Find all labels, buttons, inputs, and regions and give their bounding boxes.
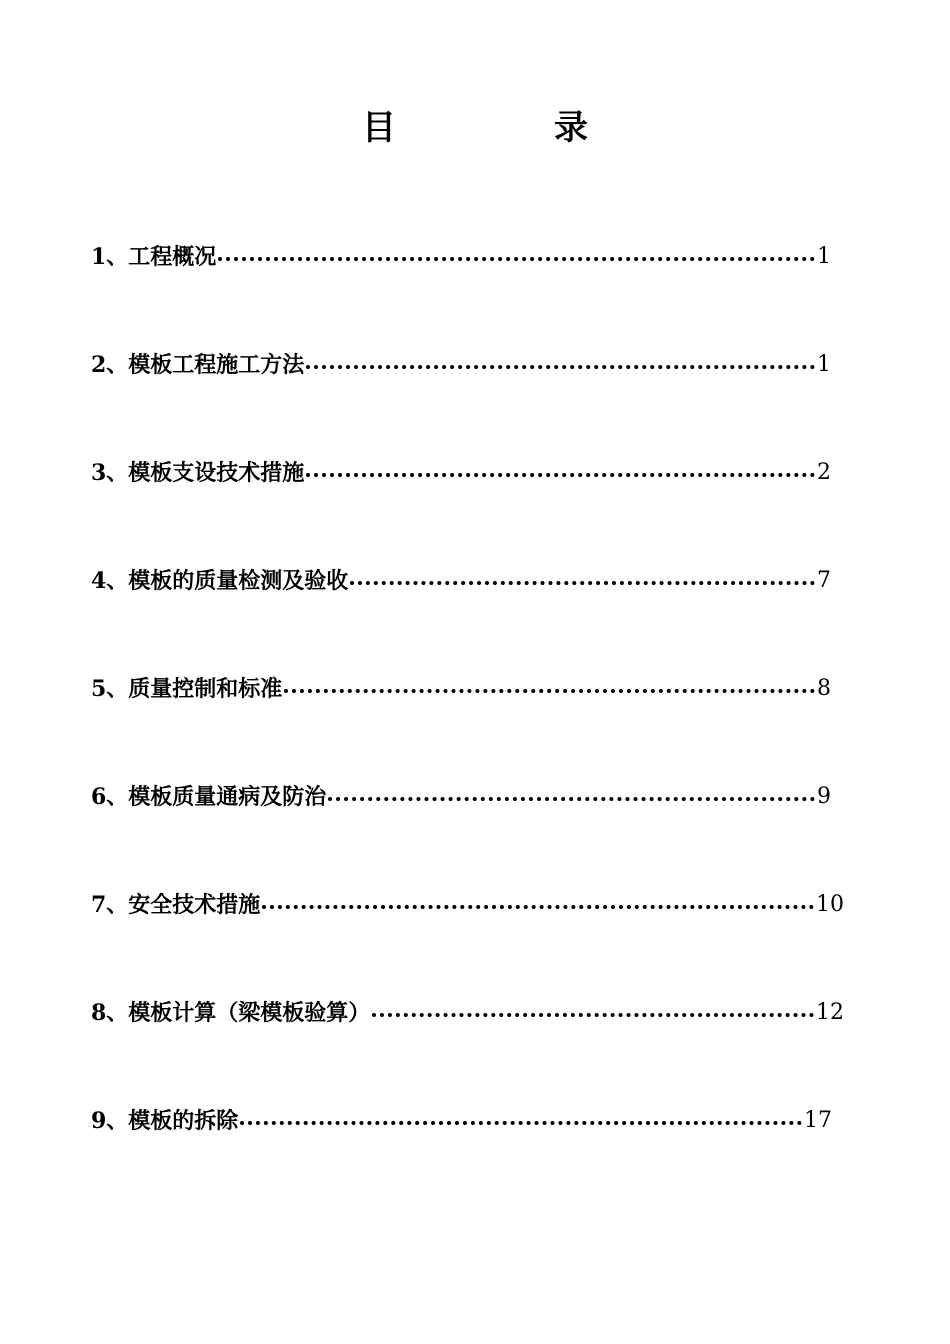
toc-entry-page: 1	[817, 244, 831, 269]
toc-entry-label: 4、模板的质量检测及验收	[91, 568, 349, 594]
toc-entry-4	[91, 566, 831, 596]
toc-dot-leader	[240, 1121, 802, 1125]
toc-entry-2	[91, 350, 831, 380]
toc-entry-page: 10	[816, 892, 844, 917]
toc-entry-page: 9	[817, 784, 831, 809]
toc-entry-5	[91, 674, 831, 704]
toc-entry-page: 12	[816, 1000, 844, 1025]
toc-title: 目 录	[362, 108, 650, 148]
toc-dot-leader	[328, 797, 815, 801]
toc-entry-label: 1、工程概况	[91, 244, 217, 270]
toc-dot-leader	[218, 257, 815, 261]
toc-entry-label: 9、模板的拆除	[91, 1108, 239, 1134]
toc-entry-page: 1	[817, 352, 831, 377]
toc-entry-label: 5、质量控制和标准	[91, 676, 283, 702]
toc-dot-leader	[372, 1013, 814, 1017]
toc-entry-7	[91, 890, 844, 920]
toc-entry-page: 8	[817, 676, 831, 701]
toc-entry-page: 7	[817, 568, 831, 593]
toc-entry-9	[91, 1106, 832, 1136]
toc-dot-leader	[306, 473, 815, 477]
toc-entry-3	[91, 458, 831, 488]
toc-entry-label: 6、模板质量通病及防治	[91, 784, 327, 810]
toc-dot-leader	[262, 905, 814, 909]
toc-entry-8	[91, 998, 844, 1028]
toc-dot-leader	[284, 689, 815, 693]
toc-entry-1	[91, 242, 831, 272]
toc-entry-label: 2、模板工程施工方法	[91, 352, 305, 378]
toc-entry-label: 8、模板计算（梁模板验算）	[91, 1000, 371, 1026]
toc-entry-label: 3、模板支设技术措施	[91, 460, 305, 486]
toc-entry-label: 7、安全技术措施	[91, 892, 261, 918]
toc-entry-page: 17	[804, 1108, 832, 1133]
toc-dot-leader	[306, 365, 815, 369]
toc-dot-leader	[350, 581, 815, 585]
toc-entry-6	[91, 782, 831, 812]
toc-entry-page: 2	[817, 460, 831, 485]
